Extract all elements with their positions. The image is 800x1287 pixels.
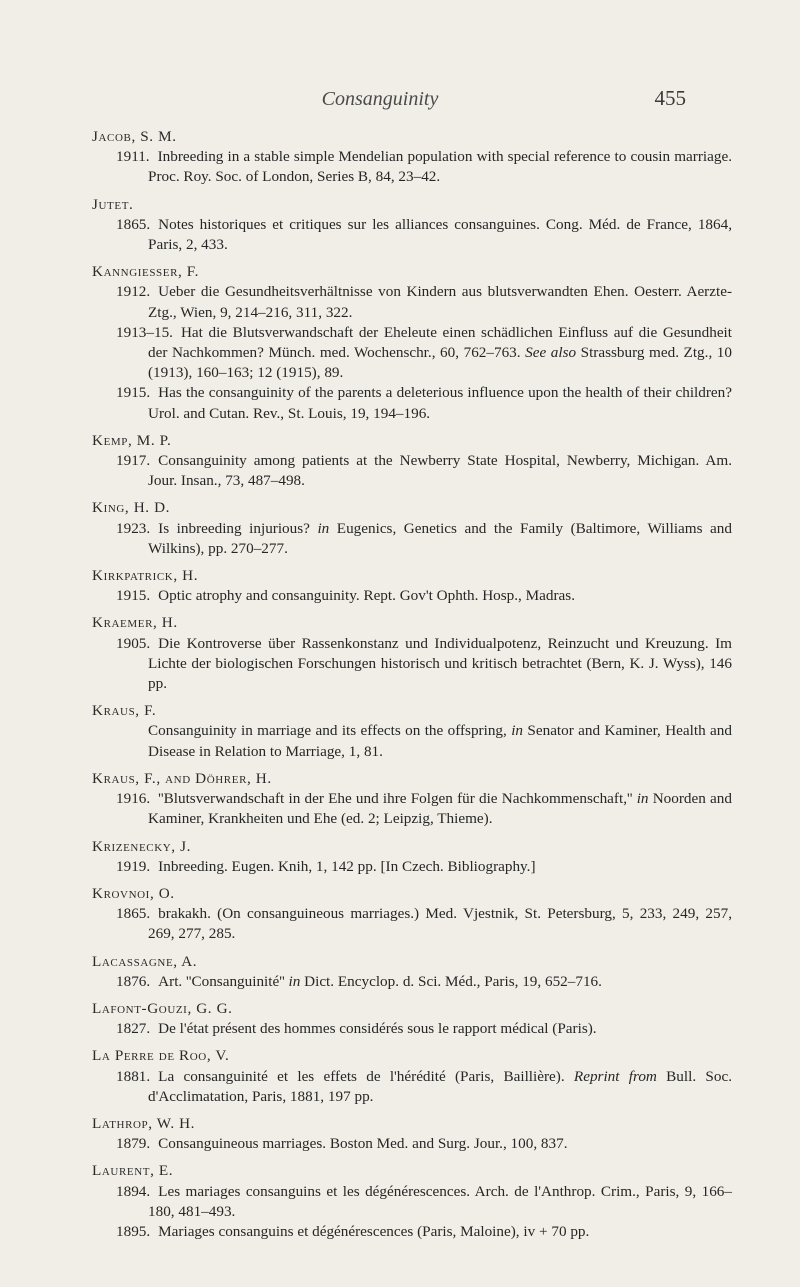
entry-work (92, 282, 732, 322)
entry-author: Kanngiesser, F. (92, 263, 200, 281)
entry-year: 1881. (116, 1067, 151, 1085)
entry-work (92, 586, 732, 606)
entry-work (92, 857, 732, 877)
entry-text: Optic atrophy and consanguinity. Rept. Gov't Ophth. Hosp., Madras. (158, 587, 575, 605)
entry-text: Is inbreeding injurious? (158, 519, 318, 537)
entry-text: Les mariages consanguins et les dégénérescences. Arch. de l'Anthrop. Crim., Paris, 9, 166–180, 481–493. (148, 1182, 732, 1220)
entry-text: in (288, 972, 301, 990)
entry-author: King, H. D. (92, 499, 171, 517)
bibliography-entry (92, 1046, 732, 1107)
entry-author: Laurent, E. (92, 1162, 174, 1180)
entry-author: Kemp, M. P. (92, 431, 172, 449)
entry-author: Jacob, S. M. (92, 128, 177, 145)
entry-work (92, 383, 732, 423)
entry-year: 1876. (116, 972, 151, 990)
running-head (0, 86, 800, 116)
entry-text: La consanguinité et les effets de l'hérédité (Paris, Baillière). (158, 1067, 574, 1085)
entry-work (92, 789, 732, 829)
entry-text: Eugenics, Genetics and the Family (Baltimore, Williams and Wilkins), pp. 270–277. (148, 519, 732, 557)
bibliography-entry (92, 262, 732, 424)
entry-year: 1915. (116, 587, 151, 605)
entry-year: 1911. (116, 148, 150, 166)
entry-year: 1865. (116, 215, 151, 233)
bibliography-entry (92, 127, 732, 188)
entry-author: Kirkpatrick, H. (92, 567, 199, 585)
entry-author: Krizenecky, J. (92, 837, 191, 855)
entry-text: Ueber die Gesundheitsverhältnisse von Kindern aus blutsverwandten Ehen. Oesterr. Aerzte-Ztg., Wien, 9, 214–216, 311, 322. (148, 283, 732, 321)
running-title: Consanguinity (321, 88, 439, 110)
entry-text: in (317, 519, 330, 537)
entry-work (92, 972, 732, 992)
bibliography-entry (92, 837, 732, 877)
entry-year: 1865. (116, 905, 151, 923)
entry-year: 1919. (116, 857, 151, 875)
entry-year: 1895. (116, 1222, 151, 1240)
entry-work (92, 1222, 732, 1242)
entry-text: Consanguinity in marriage and its effects on the offspring, (148, 722, 512, 740)
entry-text: Dict. Encyclop. d. Sci. Méd., Paris, 19, 652–716. (300, 972, 602, 990)
entry-text: See also (525, 344, 577, 362)
entry-text: De l'état présent des hommes considérés sous le rapport médical (Paris). (158, 1020, 597, 1038)
entry-author: Kraus, F., and Döhrer, H. (92, 769, 272, 787)
entry-year: 1912. (116, 283, 151, 301)
entry-work (92, 1182, 732, 1222)
page-number: 455 (654, 86, 686, 110)
entry-work (92, 323, 732, 384)
entry-text: Inbreeding in a stable simple Mendelian population with special reference to cousin marriage. Proc. Roy. Soc. of London, Series B, 84, 23–42. (148, 148, 732, 186)
entry-text: Art. ''Consanguinité'' (158, 972, 289, 990)
entry-author: Kraus, F. (92, 702, 157, 720)
entry-year: 1923. (116, 519, 151, 537)
bibliography-entry (92, 884, 732, 945)
entry-text: Consanguinity among patients at the Newberry State Hospital, Newberry, Michigan. Am. Jour. Insan., 73, 487–498. (148, 452, 732, 490)
entry-text: Noorden and Kaminer, Krankheiten und Ehe (ed. 2; Leipzig, Thieme). (148, 790, 732, 828)
entry-year: 1916. (116, 790, 151, 808)
entry-work (92, 904, 732, 944)
bibliography-list (92, 127, 732, 1249)
entry-year: 1894. (116, 1182, 151, 1200)
bibliography-entry (92, 952, 732, 992)
entry-text: Consanguineous marriages. Boston Med. and Surg. Jour., 100, 837. (158, 1135, 568, 1153)
entry-year: 1879. (116, 1135, 151, 1153)
entry-text: Inbreeding. Eugen. Knih, 1, 142 pp. [In Czech. Bibliography.] (158, 857, 536, 875)
entry-text: Bull. Soc. d'Acclimatation, Paris, 1881, 197 pp. (148, 1067, 732, 1105)
entry-author: Jutet. (92, 195, 134, 213)
entry-work (92, 1067, 732, 1107)
entry-year: 1917. (116, 452, 151, 470)
entry-author: Lacassagne, A. (92, 952, 198, 970)
entry-author: Kraemer, H. (92, 614, 178, 632)
entry-year: 1913–15. (116, 323, 173, 341)
bibliography-entry (92, 566, 732, 606)
entry-text: in (636, 790, 649, 808)
entry-text: Notes historiques et critiques sur les alliances consanguines. Cong. Méd. de France, 1864, Paris, 2, 433. (148, 215, 732, 254)
bibliography-entry (92, 769, 732, 830)
entry-year: 1827. (116, 1020, 151, 1038)
bibliography-entry (92, 701, 732, 762)
entry-author: Krovnoi, O. (92, 884, 175, 902)
entry-text: brakakh. (On consanguineous marriages.) Med. Vjestnik, St. Petersburg, 5, 233, 249, 257, 269, 277, 285. (148, 905, 732, 943)
bibliography-entry (92, 498, 732, 559)
entry-text: Senator and Kaminer, Health and Disease in Relation to Marriage, 1, 81. (148, 722, 732, 760)
entry-work (92, 721, 732, 761)
entry-work (92, 451, 732, 491)
entry-author: Lathrop, W. H. (92, 1114, 196, 1132)
bibliography-entry (92, 431, 732, 492)
entry-work (92, 215, 732, 255)
entry-work (92, 1019, 732, 1039)
entry-author: La Perre de Roo, V. (92, 1047, 230, 1065)
entry-work (92, 147, 732, 187)
entry-work (92, 634, 732, 695)
entry-work (92, 519, 732, 559)
entry-text: Hat die Blutsverwandschaft der Eheleute einen schädlichen Einfluss auf die Gesundheit der Nachkommen? Münch. med. Wochenschr., 60, 762–763. (148, 323, 732, 362)
bibliography-entry (92, 195, 732, 256)
bibliography-entry (92, 613, 732, 694)
entry-text: Reprint from (573, 1067, 657, 1085)
bibliography-entry (92, 999, 732, 1039)
entry-text: Strassburg med. Ztg., 10 (1913), 160–163; 12 (1915), 89. (148, 344, 732, 382)
entry-text: Die Kontroverse über Rassenkonstanz und Individualpotenz, Reinzucht und Kreuzung. Im Lichte der biologischen Forschungen historisch und kritisch betrachtet (Bern, K. J. Wyss), 146 pp. (148, 634, 732, 693)
entry-year: 1905. (116, 634, 151, 652)
entry-text: Mariages consanguins et dégénérescences (Paris, Maloine), iv + 70 pp. (158, 1222, 590, 1240)
entry-author: Lafont-Gouzi, G. G. (92, 999, 233, 1017)
entry-text: ''Blutsverwandschaft in der Ehe und ihre Folgen für die Nachkommenschaft,'' (158, 790, 637, 808)
bibliography-entry (92, 1161, 732, 1242)
entry-text: in (511, 722, 524, 740)
entry-text: Has the consanguinity of the parents a deleterious influence upon the health of their children? Urol. and Cutan. Rev., St. Louis, 19, 194–196. (148, 384, 732, 422)
bibliography-entry (92, 1114, 732, 1154)
entry-year: 1915. (116, 384, 151, 402)
entry-work (92, 1134, 732, 1154)
